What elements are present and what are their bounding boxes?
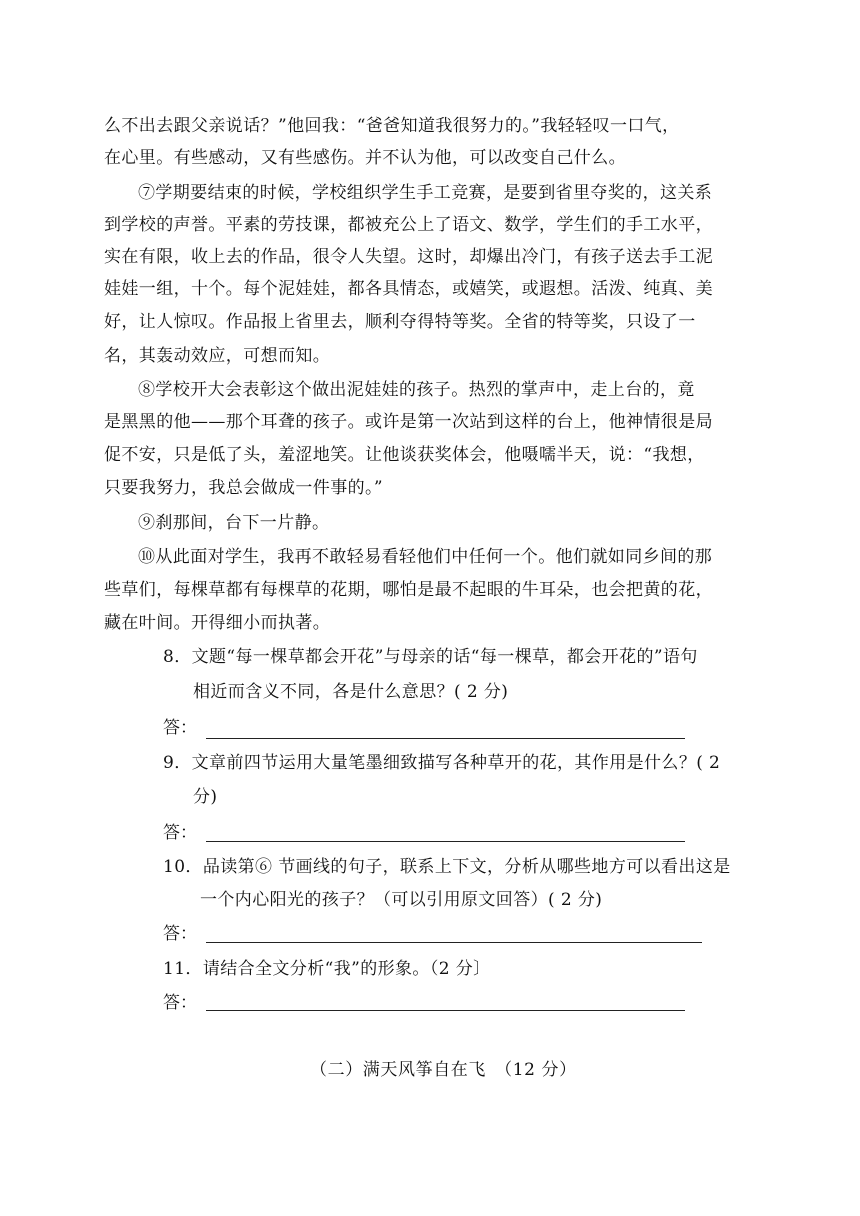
p8-line-1: ⑧学校开大会表彰这个做出泥娃娃的孩子。热烈的掌声中，走上台的，竟 [138,380,695,400]
question-9-line-1: 9．文章前四节运用大量笔墨细致描写各种草开的花，其作用是什么？( 2 [163,753,721,773]
p7-line-5: 好，让人惊叹。作品报上省里去，顺利夺得特等奖。全省的特等奖，只设了一 [104,312,696,332]
answer-label-9: 答： [163,823,197,843]
p8-line-3: 促不安，只是低了头，羞涩地笑。让他谈获奖体会，他嗫嚅半天，说：“我想， [104,445,705,465]
answer-label-11: 答： [163,993,197,1013]
p7-line-4: 娃娃一组，十个。每个泥娃娃，都各具情态，或嬉笑，或遐想。活泼、纯真、美 [104,279,713,299]
question-9-line-2: 分) [193,787,218,807]
p7-line-2: 到学校的声誉。平素的劳技课，都被充公上了语文、数学，学生们的手工水平， [104,215,713,235]
answer-label-10: 答： [163,924,197,944]
answer-line-11[interactable] [206,1010,685,1011]
p10-line-2: 些草们，每棵草都有每棵草的花期，哪怕是最不起眼的牛耳朵，也会把黄的花， [104,580,713,600]
question-11-line-1: 11．请结合全文分析“我”的形象。（2 分〕 [163,959,491,979]
p9-line-1: ⑨刹那间，台下一片静。 [138,513,330,533]
answer-label-8: 答： [163,718,197,738]
p10-line-1: ⑩从此面对学生，我再不敢轻易看轻他们中任何一个。他们就如同乡间的那 [138,547,713,567]
question-10-line-2: 一个内心阳光的孩子？（可以引用原文回答）( 2 分) [200,890,603,910]
answer-line-9[interactable] [206,841,685,842]
p7-line-3: 实在有限，收上去的作品，很令人失望。这时，却爆出冷门，有孩子送去手工泥 [104,247,713,267]
question-8-line-2: 相近而含义不同，各是什么意思？( 2 分) [193,682,509,702]
p10-line-3: 藏在叶间。开得细小而执著。 [104,613,331,633]
p7-line-6: 名，其轰动效应，可想而知。 [104,346,331,366]
section-title: （二）满天风筝自在飞 （12 分） [310,1060,577,1080]
p7-line-1: ⑦学期要结束的时候，学校组织学生手工竞赛，是要到省里夺奖的，这关系 [138,183,713,203]
p8-line-2: 是黑黑的他——那个耳聋的孩子。或许是第一次站到这样的台上，他神情很是局 [104,412,713,432]
p6-line-2: 在心里。有些感动，又有些感伤。并不认为他，可以改变自己什么。 [104,148,626,168]
question-10-line-1: 10．品读第⑥ 节画线的句子，联系上下文，分析从哪些地方可以看出这是 [163,857,731,877]
p6-line-1: 么不出去跟父亲说话？”他回我：“爸爸知道我很努力的。”我轻轻叹一口气， [104,116,680,136]
p8-line-4: 只要我努力，我总会做成一件事的。” [104,478,383,498]
question-8-line-1: 8．文题“每一棵草都会开花”与母亲的话“每一棵草，都会开花的”语句 [163,647,698,667]
answer-line-8[interactable] [206,738,685,739]
answer-line-10[interactable] [206,942,702,943]
